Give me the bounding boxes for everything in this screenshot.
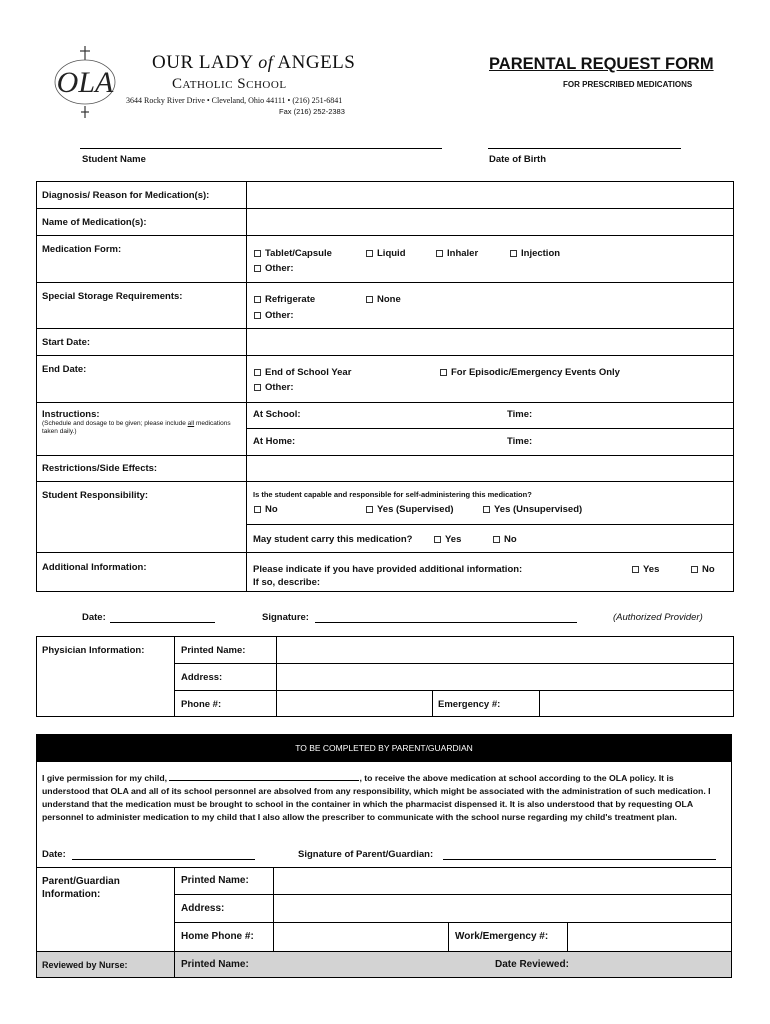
option-tablet[interactable]: Tablet/Capsule	[254, 248, 332, 259]
restrictions-label: Restrictions/Side Effects:	[42, 463, 158, 474]
checkbox-icon[interactable]	[493, 536, 500, 543]
additional-label: Additional Information:	[42, 562, 147, 573]
diagnosis-label: Diagnosis/ Reason for Medication(s):	[42, 190, 210, 201]
checkbox-icon[interactable]	[510, 250, 517, 257]
student-name-label: Student Name	[82, 154, 146, 165]
reviewed-by-nurse-label: Reviewed by Nurse:	[42, 960, 128, 970]
instructions-label: Instructions:	[42, 409, 100, 420]
nurse-printed-name-label: Printed Name:	[181, 959, 249, 970]
checkbox-icon[interactable]	[254, 312, 261, 319]
parent-printed-name-label: Printed Name:	[181, 875, 249, 886]
provider-signature-line[interactable]	[315, 622, 577, 623]
school-name-line2: Catholic School	[172, 76, 287, 92]
school-logo	[48, 44, 122, 120]
parent-date-line[interactable]	[72, 859, 255, 860]
physician-printed-name-label: Printed Name:	[181, 645, 246, 656]
checkbox-icon[interactable]	[440, 369, 447, 376]
diagnosis-field[interactable]	[248, 183, 732, 207]
provider-signature-label: Signature:	[262, 612, 309, 623]
dob-label: Date of Birth	[489, 154, 546, 165]
physician-phone-field[interactable]	[278, 692, 430, 716]
option-liquid[interactable]: Liquid	[366, 248, 406, 259]
storage-label: Special Storage Requirements:	[42, 291, 183, 302]
physician-emergency-field[interactable]	[541, 692, 732, 716]
parent-home-phone-label: Home Phone #:	[181, 931, 254, 942]
option-episodic[interactable]: For Episodic/Emergency Events Only	[440, 367, 620, 378]
form-subtitle: FOR PRESCRIBED MEDICATIONS	[563, 80, 693, 89]
option-none[interactable]: None	[366, 294, 401, 305]
checkbox-icon[interactable]	[254, 265, 261, 272]
checkbox-icon[interactable]	[254, 250, 261, 257]
checkbox-icon[interactable]	[366, 250, 373, 257]
form-title: PARENTAL REQUEST FORM	[489, 55, 714, 73]
option-capable-unsupervised[interactable]: Yes (Unsupervised)	[483, 504, 582, 515]
start-date-label: Start Date:	[42, 337, 91, 348]
parent-info-label: Parent/Guardian Information:	[42, 876, 120, 900]
checkbox-icon[interactable]	[691, 566, 698, 573]
school-address: 3644 Rocky River Drive • Cleveland, Ohio 44111 • (216) 251-6841	[126, 96, 343, 105]
authorized-provider-note: (Authorized Provider)	[613, 612, 703, 623]
option-end-other[interactable]: Other:	[254, 382, 294, 393]
parent-date-label: Date:	[42, 849, 66, 860]
parent-signature-line[interactable]	[443, 859, 716, 860]
logo-monogram: OLA	[56, 66, 114, 99]
at-home-label: At Home:	[253, 436, 296, 447]
school-name-line1: OUR LADY of ANGELS	[152, 52, 356, 73]
responsibility-label: Student Responsibility:	[42, 490, 149, 501]
parent-work-phone-label: Work/Emergency #:	[455, 931, 549, 942]
school-fax: Fax (216) 252-2383	[279, 107, 345, 116]
option-end-of-year[interactable]: End of School Year	[254, 367, 351, 378]
option-inhaler[interactable]: Inhaler	[436, 248, 478, 259]
medication-table	[36, 181, 734, 592]
option-carry-no[interactable]: No	[493, 534, 517, 545]
parent-home-phone-field[interactable]	[275, 924, 446, 950]
option-storage-other[interactable]: Other:	[254, 310, 294, 321]
date-reviewed-label: Date Reviewed:	[495, 959, 569, 970]
provider-date-line[interactable]	[110, 622, 215, 623]
parent-address-label: Address:	[181, 903, 225, 914]
physician-phone-label: Phone #:	[181, 699, 222, 710]
additional-question: Please indicate if you have provided additional information:	[253, 564, 523, 575]
child-name-field[interactable]	[169, 771, 359, 781]
checkbox-icon[interactable]	[434, 536, 441, 543]
school-time-label: Time:	[507, 409, 533, 420]
checkbox-icon[interactable]	[254, 506, 261, 513]
physician-printed-name-field[interactable]	[278, 638, 732, 662]
instructions-note: (Schedule and dosage to be given; please include all medications taken daily.)	[42, 420, 231, 435]
checkbox-icon[interactable]	[254, 384, 261, 391]
parent-work-phone-field[interactable]	[569, 924, 730, 950]
parent-printed-name-field[interactable]	[275, 869, 730, 893]
physician-emergency-label: Emergency #:	[438, 699, 501, 710]
parent-signature-label: Signature of Parent/Guardian:	[298, 849, 434, 860]
checkbox-icon[interactable]	[436, 250, 443, 257]
home-time-label: Time:	[507, 436, 533, 447]
checkbox-icon[interactable]	[254, 369, 261, 376]
checkbox-icon[interactable]	[483, 506, 490, 513]
restrictions-field[interactable]	[248, 457, 732, 480]
option-refrigerate[interactable]: Refrigerate	[254, 294, 315, 305]
checkbox-icon[interactable]	[254, 296, 261, 303]
medication-form-label: Medication Form:	[42, 244, 122, 255]
physician-address-field[interactable]	[278, 665, 732, 689]
option-form-other[interactable]: Other:	[254, 263, 294, 274]
checkbox-icon[interactable]	[366, 506, 373, 513]
nurse-review-row	[37, 952, 731, 977]
medication-name-label: Name of Medication(s):	[42, 217, 147, 228]
option-capable-no[interactable]: No	[254, 504, 278, 515]
at-school-label: At School:	[253, 409, 301, 420]
option-injection[interactable]: Injection	[510, 248, 560, 259]
parent-address-field[interactable]	[275, 896, 730, 921]
checkbox-icon[interactable]	[632, 566, 639, 573]
option-additional-no[interactable]: No	[691, 564, 715, 575]
option-additional-yes[interactable]: Yes	[632, 564, 659, 575]
permission-paragraph: I give permission for my child, , to receive the above medication at school according to the OLA policy. It is understood that OLA and all of its school personnel are absolved from any responsibility, which might be associated with the administration of such medication. I understand that the medication must be brought to school in the container in which the pharmacist dispensed it. It is also understood that by requesting OLA personnel to administer medication to my child that I also allow the prescriber to communicate with the school nurse regarding my child's treatment plan.	[42, 773, 711, 822]
option-capable-supervised[interactable]: Yes (Supervised)	[366, 504, 454, 515]
additional-describe: If so, describe:	[253, 577, 321, 588]
carry-question: May student carry this medication?	[253, 534, 413, 545]
checkbox-icon[interactable]	[366, 296, 373, 303]
parent-banner: TO BE COMPLETED BY PARENT/GUARDIAN	[36, 734, 732, 762]
physician-address-label: Address:	[181, 672, 223, 683]
start-date-field[interactable]	[248, 330, 732, 354]
student-name-line[interactable]	[80, 148, 442, 149]
dob-line[interactable]	[488, 148, 681, 149]
end-date-label: End Date:	[42, 364, 87, 375]
provider-date-label: Date:	[82, 612, 106, 623]
capable-question: Is the student capable and responsible for self-administering this medication?	[253, 490, 532, 499]
physician-info-label: Physician Information:	[42, 645, 145, 656]
medication-name-field[interactable]	[248, 210, 732, 234]
option-carry-yes[interactable]: Yes	[434, 534, 461, 545]
